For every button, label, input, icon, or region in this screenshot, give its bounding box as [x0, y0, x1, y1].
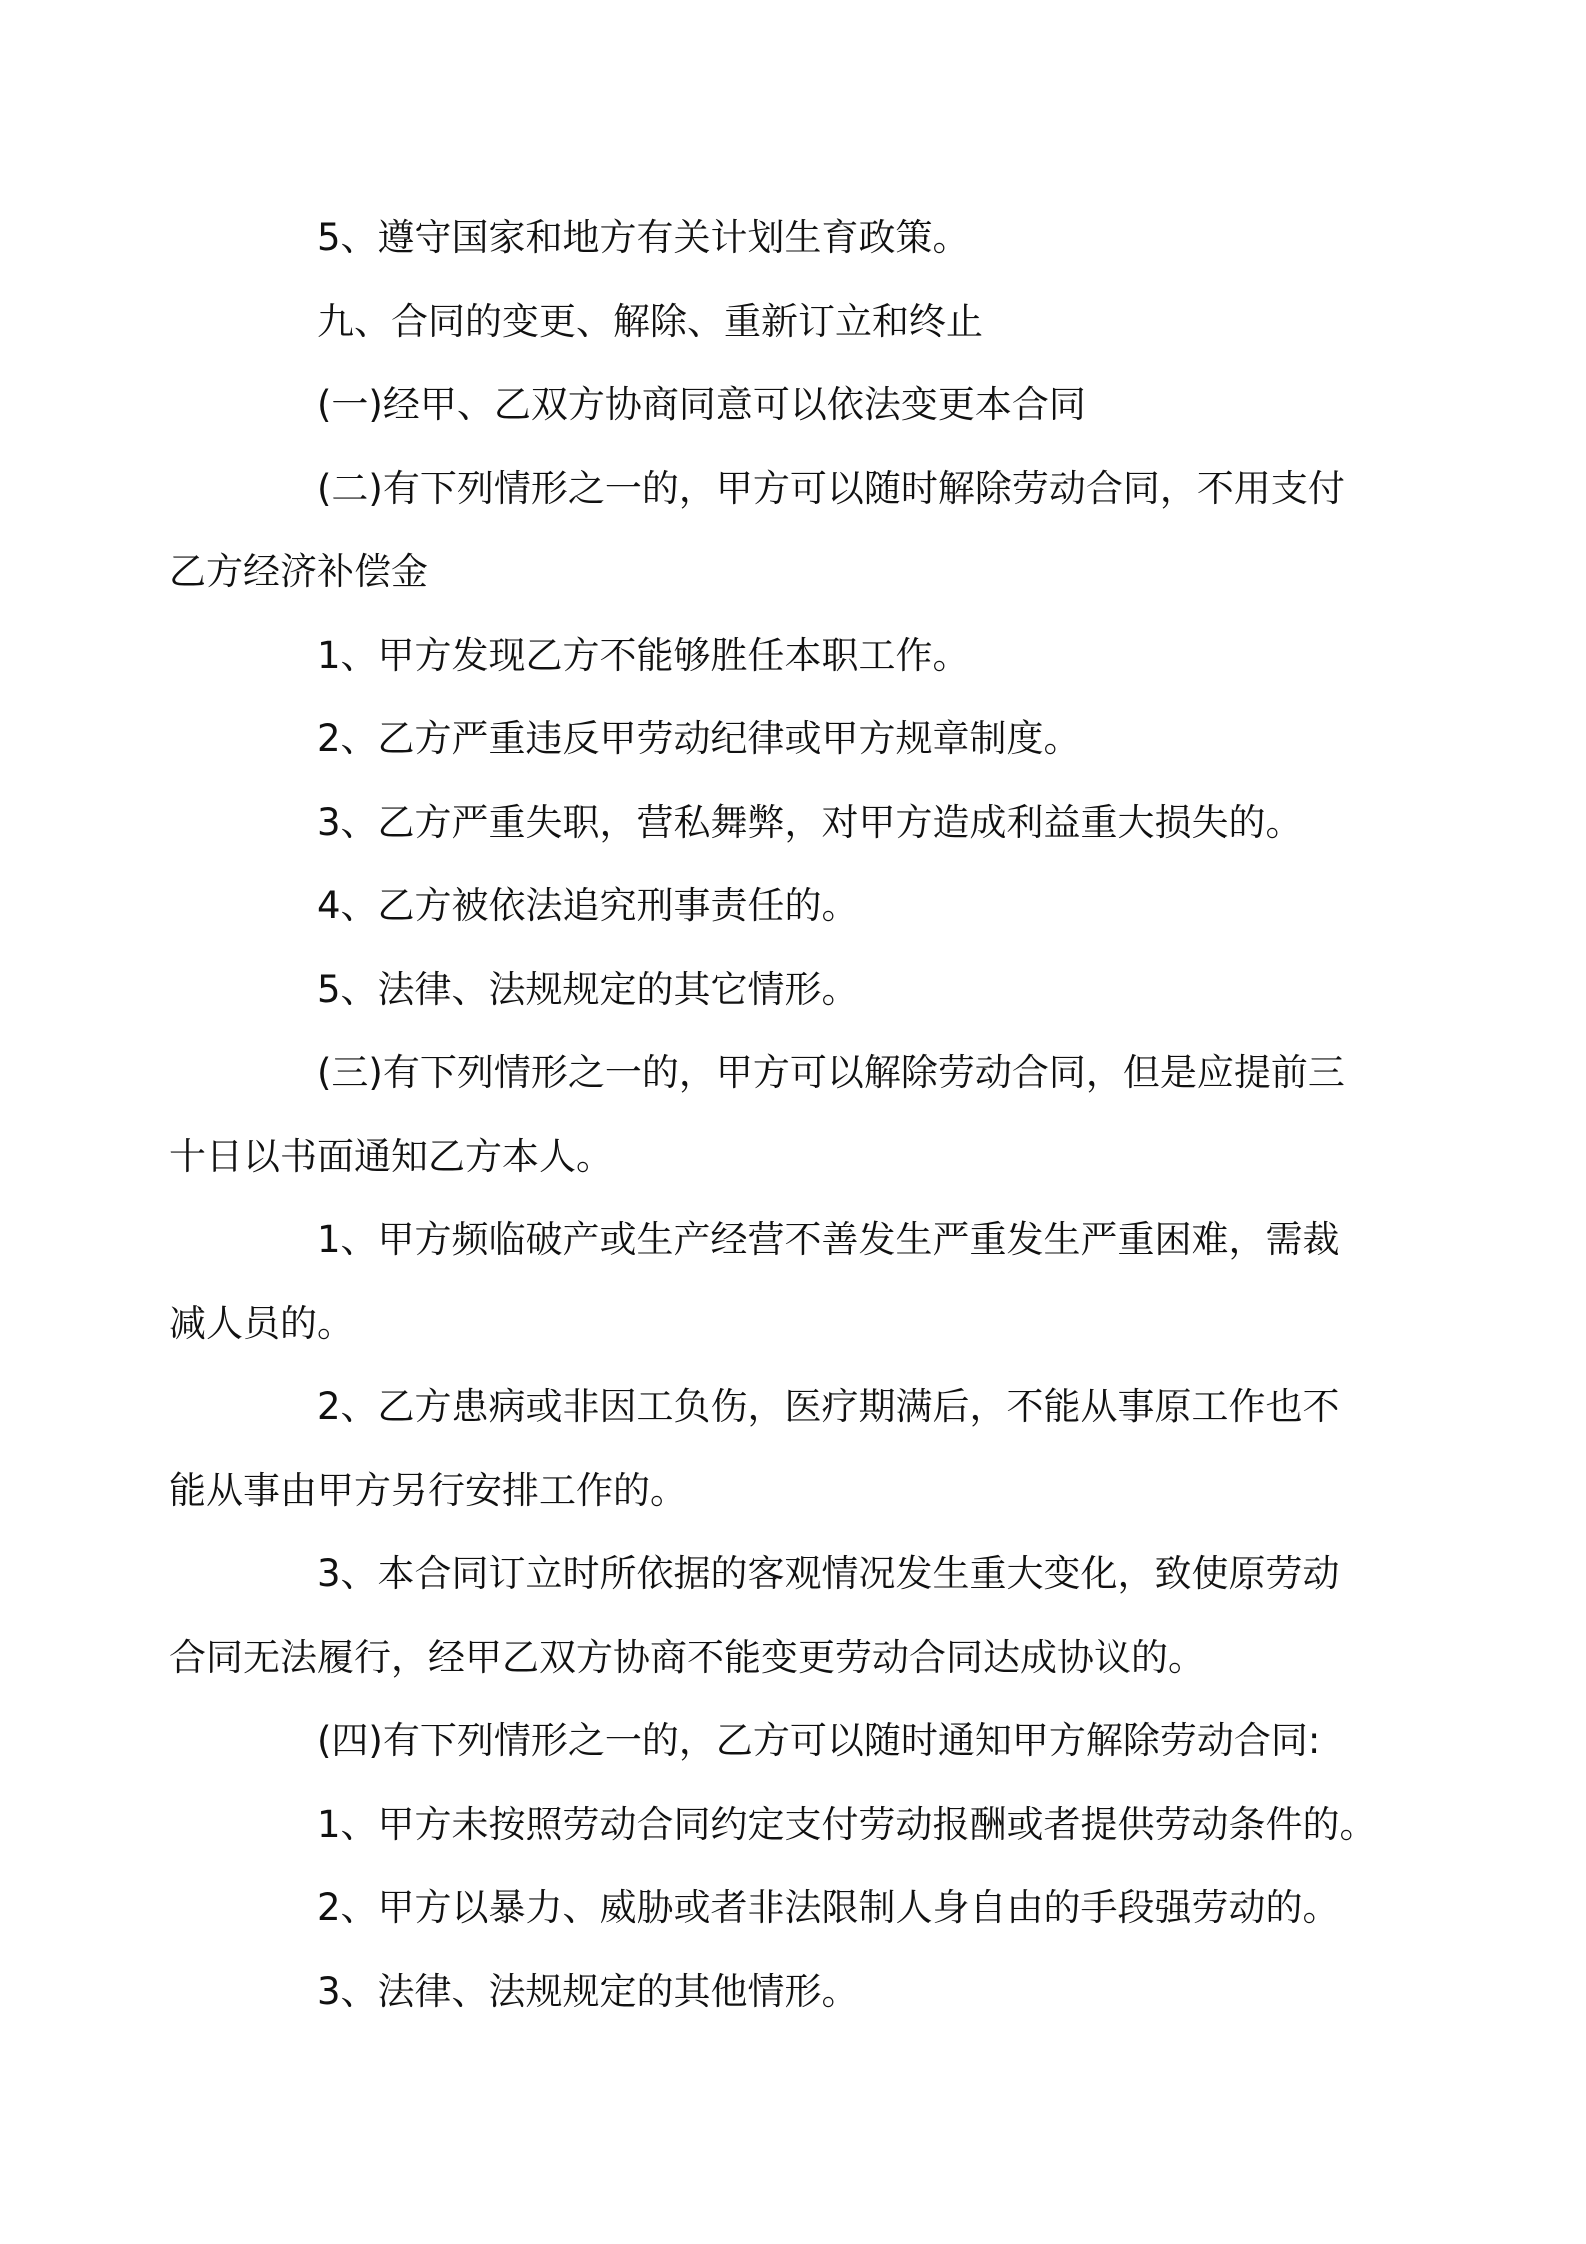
text-line: 3、乙方严重失职，营私舞弊，对甲方造成利益重大损失的。: [317, 800, 1303, 844]
paragraph-clause-three: [169, 1031, 1373, 1198]
text-line: 3、本合同订立时所依据的客观情况发生重大变化，致使原劳动: [317, 1552, 1340, 1595]
text-line: 能从事由甲方另行安排工作的。: [169, 1468, 687, 1512]
text-line: (一)经甲、乙双方协商同意可以依法变更本合同: [317, 383, 1086, 426]
text-line: (四)有下列情形之一的，乙方可以随时通知甲方解除劳动合同:: [317, 1719, 1321, 1762]
list-item-two-4: [243, 864, 1373, 948]
list-item-two-2: [243, 697, 1373, 781]
paragraph-clause-one: [243, 363, 1373, 447]
text-line: 1、甲方频临破产或生产经营不善发生严重发生严重困难，需裁: [317, 1218, 1340, 1261]
text-line: 1、甲方未按照劳动合同约定支付劳动报酬或者提供劳动条件的。: [317, 1802, 1377, 1846]
paragraph-family-planning: [243, 196, 1373, 280]
text-line: (三)有下列情形之一的，甲方可以解除劳动合同，但是应提前三: [317, 1051, 1345, 1094]
text-line: (二)有下列情形之一的，甲方可以随时解除劳动合同，不用支付: [317, 466, 1345, 510]
text-line: 2、甲方以暴力、威胁或者非法限制人身自由的手段强劳动的。: [317, 1886, 1340, 1929]
section-heading-nine: [243, 280, 1373, 364]
text-line: 合同无法履行，经甲乙双方协商不能变更劳动合同达成协议的。: [169, 1635, 1205, 1679]
list-item-three-2: [169, 1365, 1373, 1532]
text-line: 1、甲方发现乙方不能够胜任本职工作。: [317, 633, 970, 677]
list-item-three-1: [169, 1198, 1373, 1365]
text-line: 九、合同的变更、解除、重新订立和终止: [317, 299, 983, 343]
text-line: 十日以书面通知乙方本人。: [169, 1134, 613, 1178]
text-line: 5、遵守国家和地方有关计划生育政策。: [317, 216, 970, 259]
paragraph-clause-two: [169, 447, 1373, 614]
text-line: 5、法律、法规规定的其它情形。: [317, 967, 859, 1011]
list-item-four-3: [243, 1950, 1373, 2034]
text-line: 2、乙方患病或非因工负伤，医疗期满后，不能从事原工作也不: [317, 1385, 1340, 1428]
document-body: [169, 196, 1377, 2033]
text-line: 减人员的。: [169, 1301, 354, 1345]
list-item-two-5: [243, 948, 1373, 1032]
text-line: 4、乙方被依法追究刑事责任的。: [317, 884, 859, 927]
text-line: 3、法律、法规规定的其他情形。: [317, 1969, 859, 2013]
text-line: 乙方经济补偿金: [169, 550, 428, 593]
list-item-two-3: [243, 781, 1373, 865]
list-item-four-2: [243, 1866, 1373, 1950]
list-item-two-1: [243, 614, 1373, 698]
list-item-four-1: [243, 1783, 1377, 1867]
list-item-three-3: [169, 1532, 1373, 1699]
paragraph-clause-four: [243, 1699, 1373, 1783]
text-line: 2、乙方严重违反甲劳动纪律或甲方规章制度。: [317, 717, 1081, 760]
